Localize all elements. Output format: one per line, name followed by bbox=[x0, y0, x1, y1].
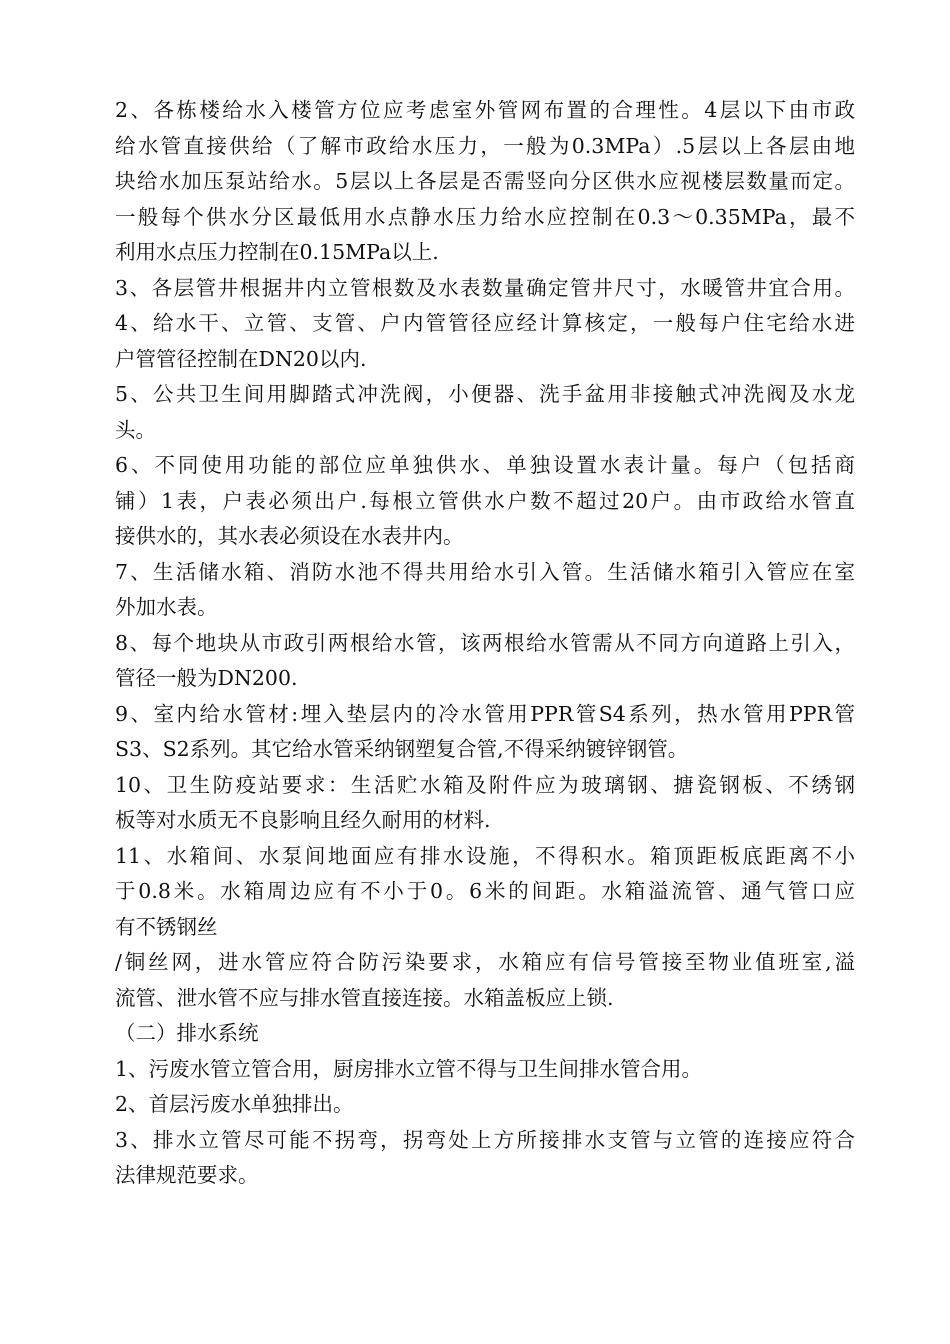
text-line: 于0.8米。水箱周边应有不小于0。6米的间距。水箱溢流管、通气管口应 bbox=[115, 879, 855, 903]
text-line: 6、不同使用功能的部位应单独供水、单独设置水表计量。每户（包括商 bbox=[115, 453, 855, 477]
text-line: 2、首层污废水单独排出。 bbox=[115, 1092, 354, 1116]
text-line: 外加水表。 bbox=[115, 595, 218, 619]
text-line: 给水管直接供给（了解市政给水压力，一般为0.3MPa）.5层以上各层由地 bbox=[115, 133, 855, 158]
text-line: 3、各层管井根据井内立管根数及水表数量确定管井尺寸，水暖管井宜合用。 bbox=[115, 275, 855, 300]
text-line: 块给水加压泵站给水。5层以上各层是否需竖向分区供水应视楼层数量而定。 bbox=[115, 169, 855, 193]
text-line: 铺）1表，户表必须出户.每根立管供水户数不超过20户。由市政给水管直 bbox=[115, 488, 855, 513]
text-line: 9、室内给水管材:埋入垫层内的冷水管用PPR管S4系列，热水管用PPR管 bbox=[115, 701, 855, 726]
text-line: 10、卫生防疫站要求：生活贮水箱及附件应为玻璃钢、搪瓷钢板、不绣钢 bbox=[115, 772, 855, 797]
text-line: 有不锈钢丝 bbox=[115, 914, 218, 939]
text-line: 接供水的，其水表必须设在水表井内。 bbox=[115, 524, 464, 548]
text-line: 5、公共卫生间用脚踏式冲洗阀，小便器、洗手盆用非接触式冲洗阀及水龙 bbox=[115, 382, 855, 406]
text-line: 法律规范要求。 bbox=[115, 1163, 259, 1187]
text-line: 7、生活储水箱、消防水池不得共用给水引入管。生活储水箱引入管应在室 bbox=[115, 559, 855, 584]
text-line: 4、给水干、立管、支管、户内管管径应经计算核定，一般每户住宅给水进 bbox=[115, 311, 855, 335]
text-line: 一般每个供水分区最低用水点静水压力给水应控制在0.3～0.35MPa，最不 bbox=[115, 204, 855, 229]
text-line: 2、各栋楼给水入楼管方位应考虑室外管网布置的合理性。4层以下由市政 bbox=[115, 98, 855, 122]
text-line: 头。 bbox=[115, 417, 156, 442]
text-line: 管径一般为DN200. bbox=[115, 666, 298, 690]
text-line: 11、水箱间、水泵间地面应有排水设施，不得积水。箱顶距板底距离不小 bbox=[115, 843, 855, 868]
text-line: 1、污废水管立管合用，厨房排水立管不得与卫生间排水管合用。 bbox=[115, 1056, 703, 1081]
document-body bbox=[115, 93, 855, 1194]
text-line: 户管管径控制在DN20以内. bbox=[115, 346, 367, 371]
text-line: S3、S2系列。其它给水管采纳钢塑复合管,不得采纳镀锌钢管。 bbox=[115, 737, 689, 761]
text-line: 板等对水质无不良影响且经久耐用的材料. bbox=[115, 808, 491, 832]
section-heading: （二）排水系统 bbox=[115, 1021, 259, 1045]
text-line: 利用水点压力控制在0.15MPa以上. bbox=[115, 240, 439, 264]
text-line: 3、排水立管尽可能不拐弯，拐弯处上方所接排水支管与立管的连接应符合 bbox=[115, 1127, 855, 1152]
text-line: 8、每个地块从市政引两根给水管，该两根给水管需从不同方向道路上引入， bbox=[115, 630, 855, 655]
text-line: /铜丝网，进水管应符合防污染要求，水箱应有信号管接至物业值班室,溢 bbox=[115, 950, 855, 974]
text-line: 流管、泄水管不应与排水管直接连接。水箱盖板应上锁. bbox=[115, 985, 614, 1010]
